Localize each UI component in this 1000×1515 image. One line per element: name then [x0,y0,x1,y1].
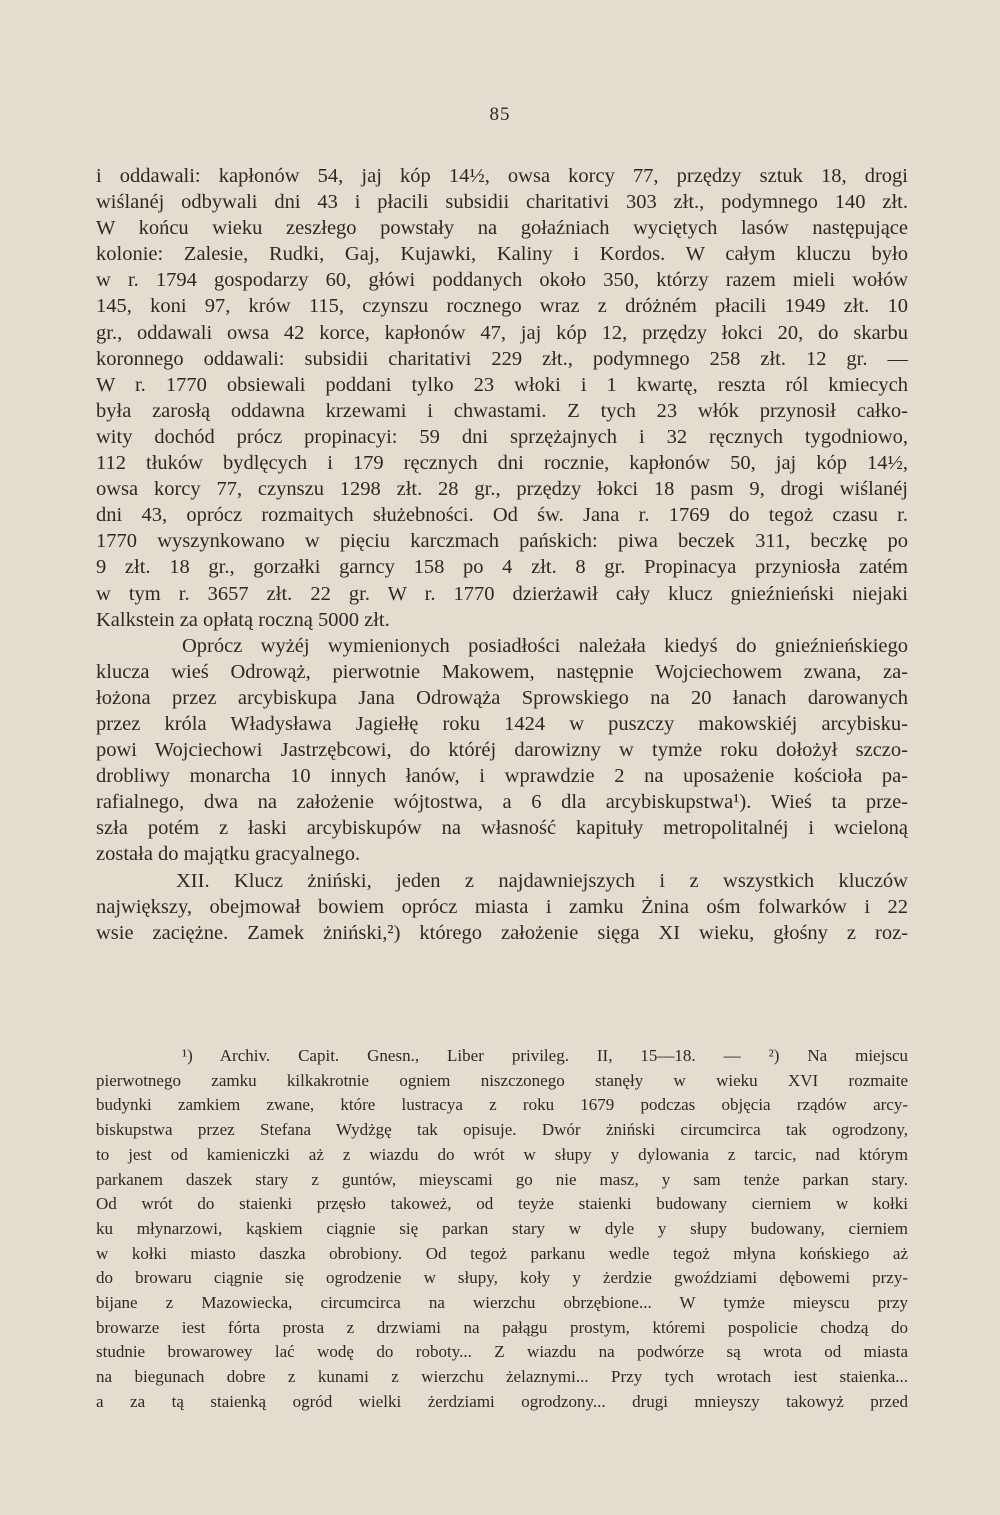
body-line: drobliwy monarcha 10 innych łanów, i wprawdzie 2 na uposażenie kościoła pa- [96,765,908,788]
footnote-line: budynki zamkiem zwane, które lustracya z roku 1679 podczas objęcia rządów arcy- [96,1095,908,1115]
body-line: gr., oddawali owsa 42 korce, kapłonów 47, jaj kóp 12, przędzy łokci 20, do skarbu [96,321,908,344]
body-line: Kalkstein za opłatą roczną 5000 złt. [96,608,390,631]
footnote-line: studnie browarowey lać wodę do roboty... Z wiazdu na podwórze są wrota od miasta [96,1342,908,1362]
body-line: największy, obejmował bowiem oprócz miasta i zamku Żnina ośm folwarków i 22 [96,895,908,918]
body-line: wity dochód prócz propinacyi: 59 dni sprzężajnych i 32 ręcznych tygodniowo, [96,425,908,448]
body-line: owsa korcy 77, czynszu 1298 złt. 28 gr., przędzy łokci 18 pasm 9, drogi wiślanéj [96,478,908,501]
page-number: 85 [489,104,511,125]
body-line: dni 43, oprócz rozmaitych służebności. Od św. Jana r. 1769 do tegoż czasu r. [96,504,908,527]
footnote-line: bijane z Mazowiecka, circumcirca na wierzchu obrzębione... W tymże mieyscu przy [96,1293,908,1313]
footnote-line: biskupstwa przez Stefana Wydżgę tak opisuje. Dwór żniński circumcirca tak ogrodzony, [96,1120,908,1140]
body-line: 145, koni 97, krów 115, czynszu rocznego wraz z dróżném płacili 1949 złt. 10 [96,295,908,318]
footnote-line: ¹) Archiv. Capit. Gnesn., Liber privileg. II, 15—18. — ²) Na miejscu [182,1046,908,1065]
body-line: rafialnego, dwa na założenie wójtostwa, a 6 dla arcybiskupstwa¹). Wieś ta prze- [96,791,908,814]
footnote-line: ku młynarzowi, kąskiem ciągnie się parkan stary w dyle y słupy budowany, cierniem [96,1218,908,1238]
footnote-line: to jest od kamieniczki aż z wiazdu do wrót w słupy y dylowania z tarcic, nad którym [96,1144,908,1164]
footnote-line: w kołki miasto daszka obrobiony. Od tegoż parkanu wedle tegoż młyna końskiego aż [96,1243,908,1263]
footnote-line: a za tą staienką ogród wielki żerdziami ogrodzony... drugi mnieyszy takowyż przed [96,1391,908,1411]
body-line: łożona przez arcybiskupa Jana Odrowąża Sprowskiego na 20 łanach darowanych [96,686,908,709]
footnote-line: parkanem daszek stary z guntów, mieyscami go nie masz, y sam tenże parkan stary. [96,1169,908,1189]
footnote-line: pierwotnego zamku kilkakrotnie ogniem niszczonego stanęły w wieku XVI rozmaite [96,1070,908,1090]
section-heading-line: XII. Klucz żniński, jeden z najdawniejszych i z wszystkich kluczów [176,869,908,892]
body-text [96,163,908,946]
body-line: powi Wojciechowi Jastrzębcowi, do któréj darowizny w tymże roku dołożył szczo- [96,739,908,762]
body-line: wiślanéj odbywali dni 43 i płacili subsidii charitativi 303 złt., podymnego 140 złt. [96,191,908,214]
body-line: szła potém z łaski arcybiskupów na własność kapituły metropolitalnéj i wcieloną [96,817,908,840]
footnotes [96,1044,908,1415]
footnote-line: Od wrót do staienki przęsło takoweż, od teyże staienki budowany cierniem w kołki [96,1194,908,1214]
body-line: W końcu wieku zeszłego powstały na gołaźniach wyciętych lasów następujące [96,217,908,240]
body-line: klucza wieś Odrowąż, pierwotnie Makowem, następnie Wojciechowem zwana, za- [96,660,908,683]
body-line: została do majątku gracyalnego. [96,843,361,866]
body-line: i oddawali: kapłonów 54, jaj kóp 14½, owsa korcy 77, przędzy sztuk 18, drogi [96,165,908,187]
body-line: 1770 wyszynkowano w pięciu karczmach pańskich: piwa beczek 311, beczkę po [96,530,908,553]
body-line: przez króla Władysława Jagiełłę roku 1424 w puszczy makowskiéj arcybisku- [96,712,908,735]
body-line: 9 złt. 18 gr., gorzałki garncy 158 po 4 złt. 8 gr. Propinacya przyniosła zatém [96,556,908,579]
body-line: W r. 1770 obsiewali poddani tylko 23 włoki i 1 kwartę, reszta ról kmiecych [96,373,908,396]
body-line: była zarosłą oddawna krzewami i chwastami. Z tych 23 włók przynosił całko- [96,399,908,422]
body-line: 112 tłuków bydlęcych i 179 ręcznych dni rocznie, kapłonów 50, jaj kóp 14½, [96,452,908,475]
body-line: w r. 1794 gospodarzy 60, główi poddanych około 350, którzy razem mieli wołów [96,269,908,292]
paragraph-first-line: Oprócz wyżéj wymienionych posiadłości należała kiedyś do gnieźnieńskiego [182,634,908,657]
body-line: w tym r. 3657 złt. 22 gr. W r. 1770 dzierżawił cały klucz gnieźnieński niejaki [96,582,908,605]
footnote-line: na biegunach dobre z kunami z wierzchu żelaznymi... Przy tych wrotach iest staienka... [96,1367,908,1387]
footnote-line: browarze iest fórta prosta z drzwiami na pałągu prostym, któremi pospolicie chodzą do [96,1317,908,1337]
footnote-line: do browaru ciągnie się ogrodzenie w słupy, koły y żerdzie gwoździami dębowemi przy- [96,1268,908,1288]
body-line: wsie zaciężne. Zamek żniński,²) którego założenie sięga XI wieku, głośny z roz- [96,921,908,944]
body-line: koronnego oddawali: subsidii charitativi 229 złt., podymnego 258 złt. 12 gr. — [96,347,908,370]
body-line: kolonie: Zalesie, Rudki, Gaj, Kujawki, Kaliny i Kordos. W całym kluczu było [96,243,908,266]
